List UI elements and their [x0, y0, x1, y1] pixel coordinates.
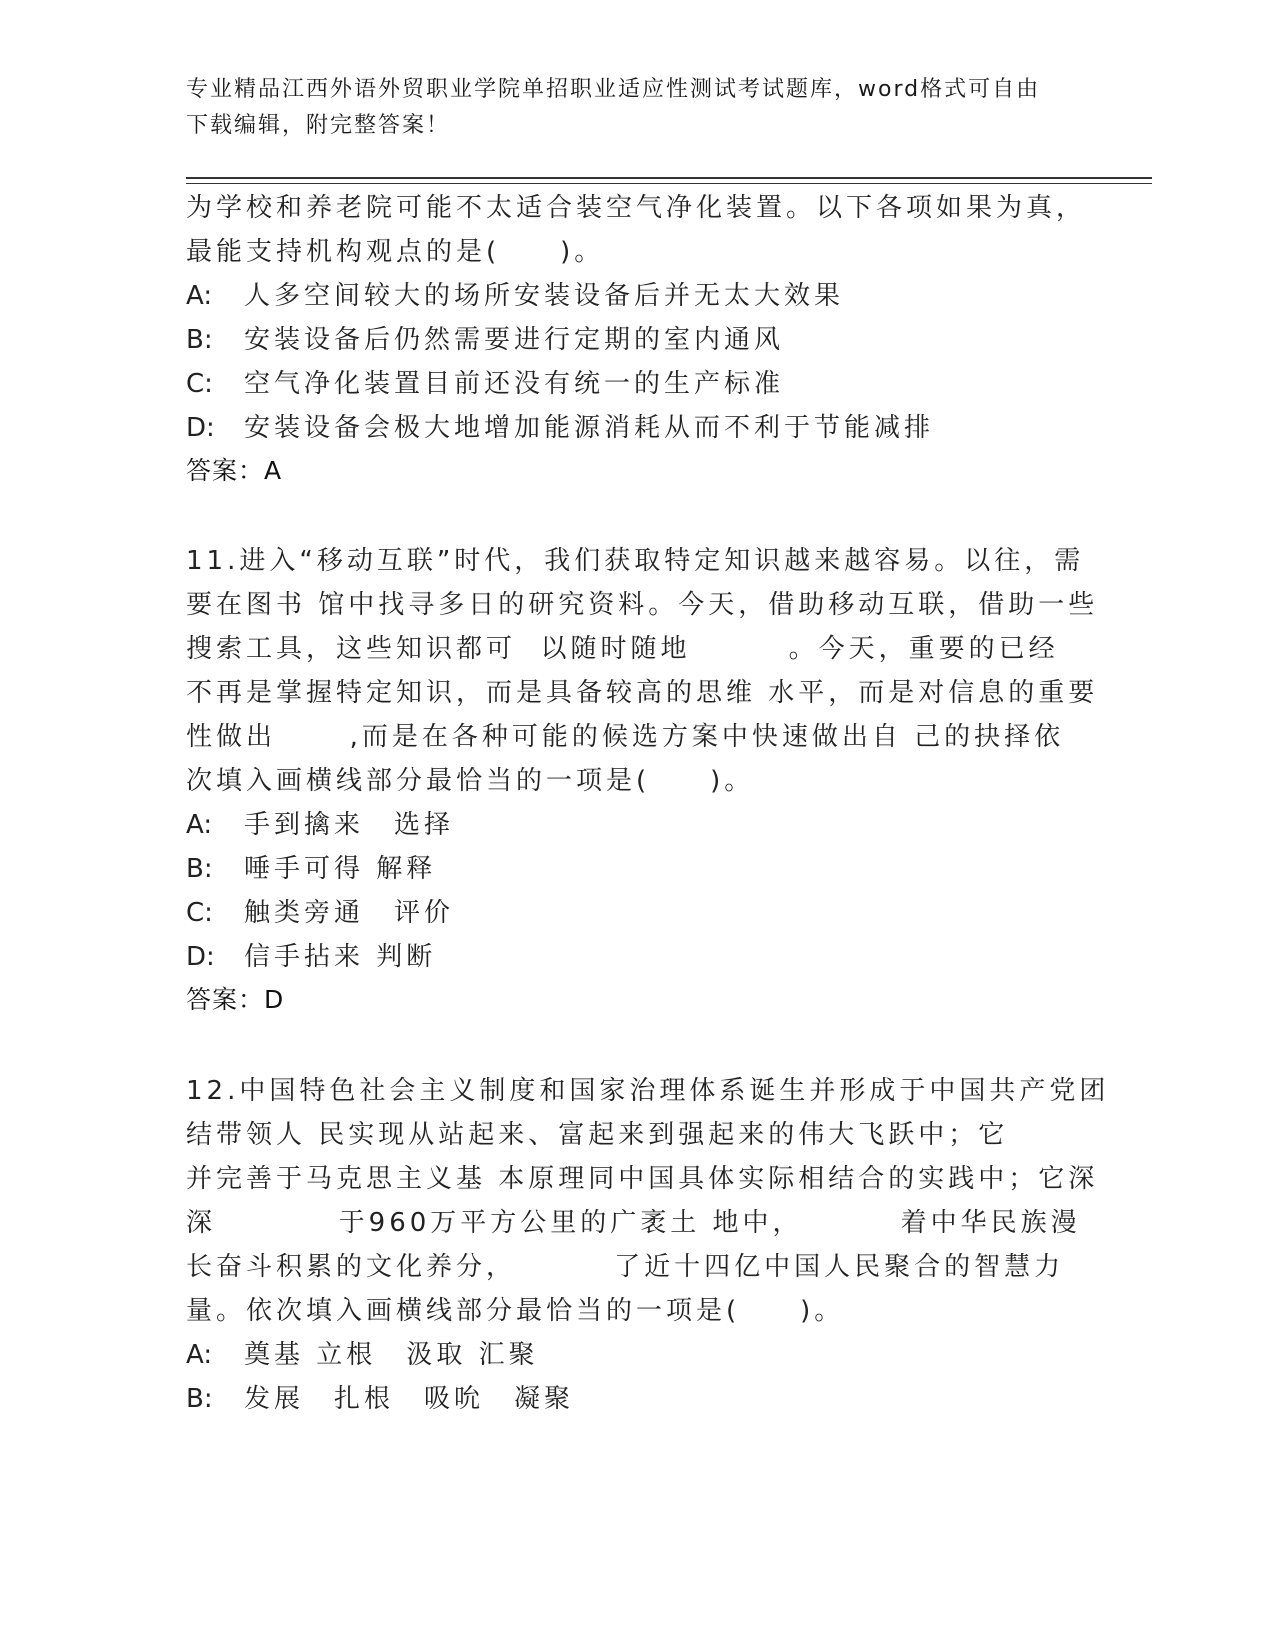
- option-text: 人多空间较大的场所安装设备后并无太大效果: [244, 281, 845, 311]
- header-divider-thick: [186, 177, 1152, 179]
- option-text: 安装设备后仍然需要进行定期的室内通风: [244, 325, 785, 355]
- option-d: [186, 936, 436, 973]
- option-b: [186, 848, 436, 885]
- option-label: A:: [186, 1340, 213, 1370]
- answer-line: 答案：A: [186, 456, 283, 485]
- option-label: C:: [186, 898, 213, 928]
- option-a: [186, 804, 454, 841]
- option-text: 触类旁通 评价: [244, 898, 455, 928]
- option-c: [186, 892, 454, 929]
- option-a: [186, 1334, 539, 1371]
- question-stem-line: 要在图书 馆中找寻多日的研究资料。今天，借助移动互联，借助一些: [186, 590, 1099, 620]
- question-stem-line: 结带领人 民实现从站起来、富起来到强起来的伟大飞跃中；它: [186, 1120, 1009, 1150]
- option-b: [186, 319, 784, 356]
- option-text: 唾手可得 解释: [244, 854, 437, 884]
- question-stem-line: 性做出 ,而是在各种可能的候选方案中快速做出自 己的抉择依: [186, 722, 1065, 752]
- question-stem-line: 不再是掌握特定知识，而是具备较高的思维 水平，而是对信息的重要: [186, 678, 1099, 708]
- option-label: B:: [186, 325, 213, 355]
- answer-line: 答案：D: [186, 985, 285, 1014]
- option-d: [186, 407, 934, 444]
- option-label: B:: [186, 854, 213, 884]
- header-line-2: 下载编辑，附完整答案！: [186, 113, 451, 138]
- question-stem-line: 长奋斗积累的文化养分， 了近十四亿中国人民聚合的智慧力: [186, 1252, 1065, 1282]
- option-label: A:: [186, 810, 213, 840]
- question-stem-line: 最能支持机构观点的是( )。: [186, 237, 605, 267]
- option-label: C:: [186, 369, 213, 399]
- option-b: [186, 1378, 574, 1415]
- question-stem-line: 次填入画横线部分最恰当的一项是( )。: [186, 766, 755, 796]
- question-stem-line: 搜索工具，这些知识都可 以随时随地 。今天，重要的已经: [186, 634, 1059, 664]
- question-stem-line: 并完善于马克思主义基 本原理同中国具体实际相结合的实践中；它深: [186, 1164, 1099, 1194]
- option-text: 奠基 立根 汲取 汇聚: [244, 1340, 539, 1370]
- option-text: 手到擒来 选择: [244, 810, 455, 840]
- question-stem-line: 11.进入“移动互联”时代，我们获取特定知识越来越容易。以往，需: [186, 546, 1085, 576]
- option-label: B:: [186, 1384, 213, 1414]
- option-text: 信手拈来 判断: [244, 942, 437, 972]
- option-text: 安装设备会极大地增加能源消耗从而不利于节能减排: [244, 413, 935, 443]
- question-stem-line: 为学校和养老院可能不太适合装空气净化装置。以下各项如果为真，: [186, 193, 1087, 223]
- option-c: [186, 363, 784, 400]
- question-stem-line: 12.中国特色社会主义制度和国家治理体系诞生并形成于中国共产党团: [186, 1076, 1110, 1106]
- header-divider-thin: [186, 183, 1152, 184]
- option-label: D:: [186, 413, 215, 443]
- option-text: 空气净化装置目前还没有统一的生产标准: [244, 369, 785, 399]
- option-a: [186, 275, 844, 312]
- option-label: A:: [186, 281, 213, 311]
- option-text: 发展 扎根 吸吮 凝聚: [244, 1384, 575, 1414]
- option-label: D:: [186, 942, 215, 972]
- header-line-1: 专业精品江西外语外贸职业学院单招职业适应性测试考试题库，word格式可自由: [186, 77, 1041, 102]
- question-stem-line: 深 于960万平方公里的广袤土 地中， 着中华民族漫: [186, 1208, 1081, 1238]
- document-header: [186, 72, 1066, 144]
- question-stem-line: 量。依次填入画横线部分最恰当的一项是( )。: [186, 1296, 845, 1326]
